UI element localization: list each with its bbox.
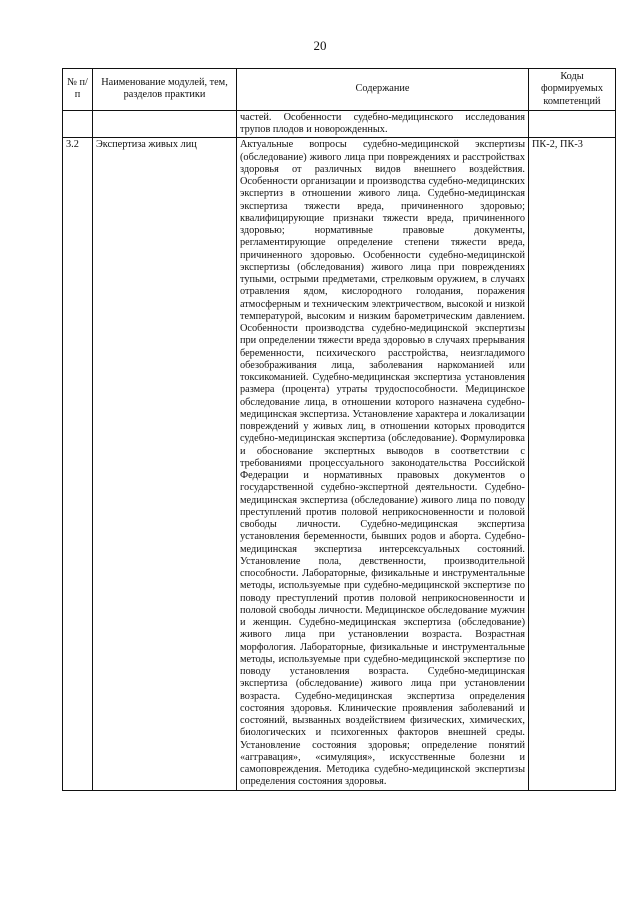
page-number: 20 [313, 38, 327, 53]
row-competency-codes [529, 110, 616, 138]
row-number: 3.2 [63, 138, 93, 790]
header-row [63, 69, 616, 111]
table-row [63, 138, 616, 790]
row-content: Актуальные вопросы судебно-медицинской экспертизы (обследование) живого лица при повреждениях и расстройствах здоровья от различных видов внешнего воздействия. Особенности организации и производства судебно-медицинских экспертиз в отношении живого лица. Судебно-медицинская экспертиза тяжести вреда, причиненного здоровью; квалифицирующие признаки тяжести вреда, причиненного здоровью; нормативные правовые документы, регламентирующие определение степени тяжести вреда, причиненного здоровью. Особенности судебно-медицинской экспертизы (обследования) живого лица при повреждениях тупыми, острыми предметами, стрелковым оружием, в случаях отравления ядом, кислородного голодания, поражения атмосферным и техническим электричеством, высокой и низкой температурой, высоким и низким барометрическим давлением. Особенности производства судебно-медицинской экспертизы при определении тяжести вреда здоровью в случаях прерывания беременности, психического расстройства, неизгладимого обезображивания лица, заболевания наркоманией или токсикоманией. Судебно-медицинская экспертиза установления размера (процента) утраты трудоспособности. Медицинское обследование лица, в отношении которого назначена судебно-медицинская экспертиза. Установление характера и локализации повреждений у живых лиц, в отношении которых проводится судебно-медицинская экспертиза (обследование). Формулировка и обоснование экспертных выводов в соответствии с требованиями процессуального законодательства Российской Федерации и нормативных правовых документов о государственной судебно-экспертной деятельности. Судебно-медицинская экспертиза (обследование) живого лица по поводу преступлений против половой неприкосновенности и половой свободы личности. Судебно-медицинская экспертиза установления беременности, бывших родов и аборта. Судебно-медицинская экспертиза интерсексуальных состояний. Установление пола, девственности, производительной способности. Лабораторные, физикальные и инструментальные методы, используемые при судебно-медицинской экспертизе по поводу преступлений против половой неприкосновенности и половой свободы личности. Медицинское обследование мужчин и женщин. Судебно-медицинская экспертиза (обследование) живого лица при установлении возраста. Возрастная морфология. Лабораторные, физикальные и инструментальные методы, используемые при судебно-медицинской экспертизе по поводу установления возраста. Судебно-медицинская экспертиза (обследование) живого лица при установлении возраста. Судебно-медицинская экспертиза определения состояния здоровья. Клинические проявления заболеваний и состояний, вызванных воздействием физических, химических, биологических и психогенных факторов внешней среды. Установление состояния здоровья; определение понятий «аггравация», «симуляция», искусственные болезни и самоповреждения. Методика судебно-медицинской экспертизы определения состояния здоровья. [237, 138, 529, 790]
row-competency-codes: ПК-2, ПК-3 [529, 138, 616, 790]
header-competency-codes: Коды формируемых компетенций [529, 69, 616, 111]
row-module-name [93, 110, 237, 138]
row-module-name: Экспертиза живых лиц [93, 138, 237, 790]
header-number: № п/п [63, 69, 93, 111]
header-module-name: Наименование модулей, тем, разделов практики [93, 69, 237, 111]
table-header [63, 69, 616, 111]
table-row [63, 110, 616, 138]
row-content: частей. Особенности судебно-медицинского исследования трупов плодов и новорожденных. [237, 110, 529, 138]
row-number [63, 110, 93, 138]
curriculum-table [62, 68, 616, 791]
header-content: Содержание [237, 69, 529, 111]
